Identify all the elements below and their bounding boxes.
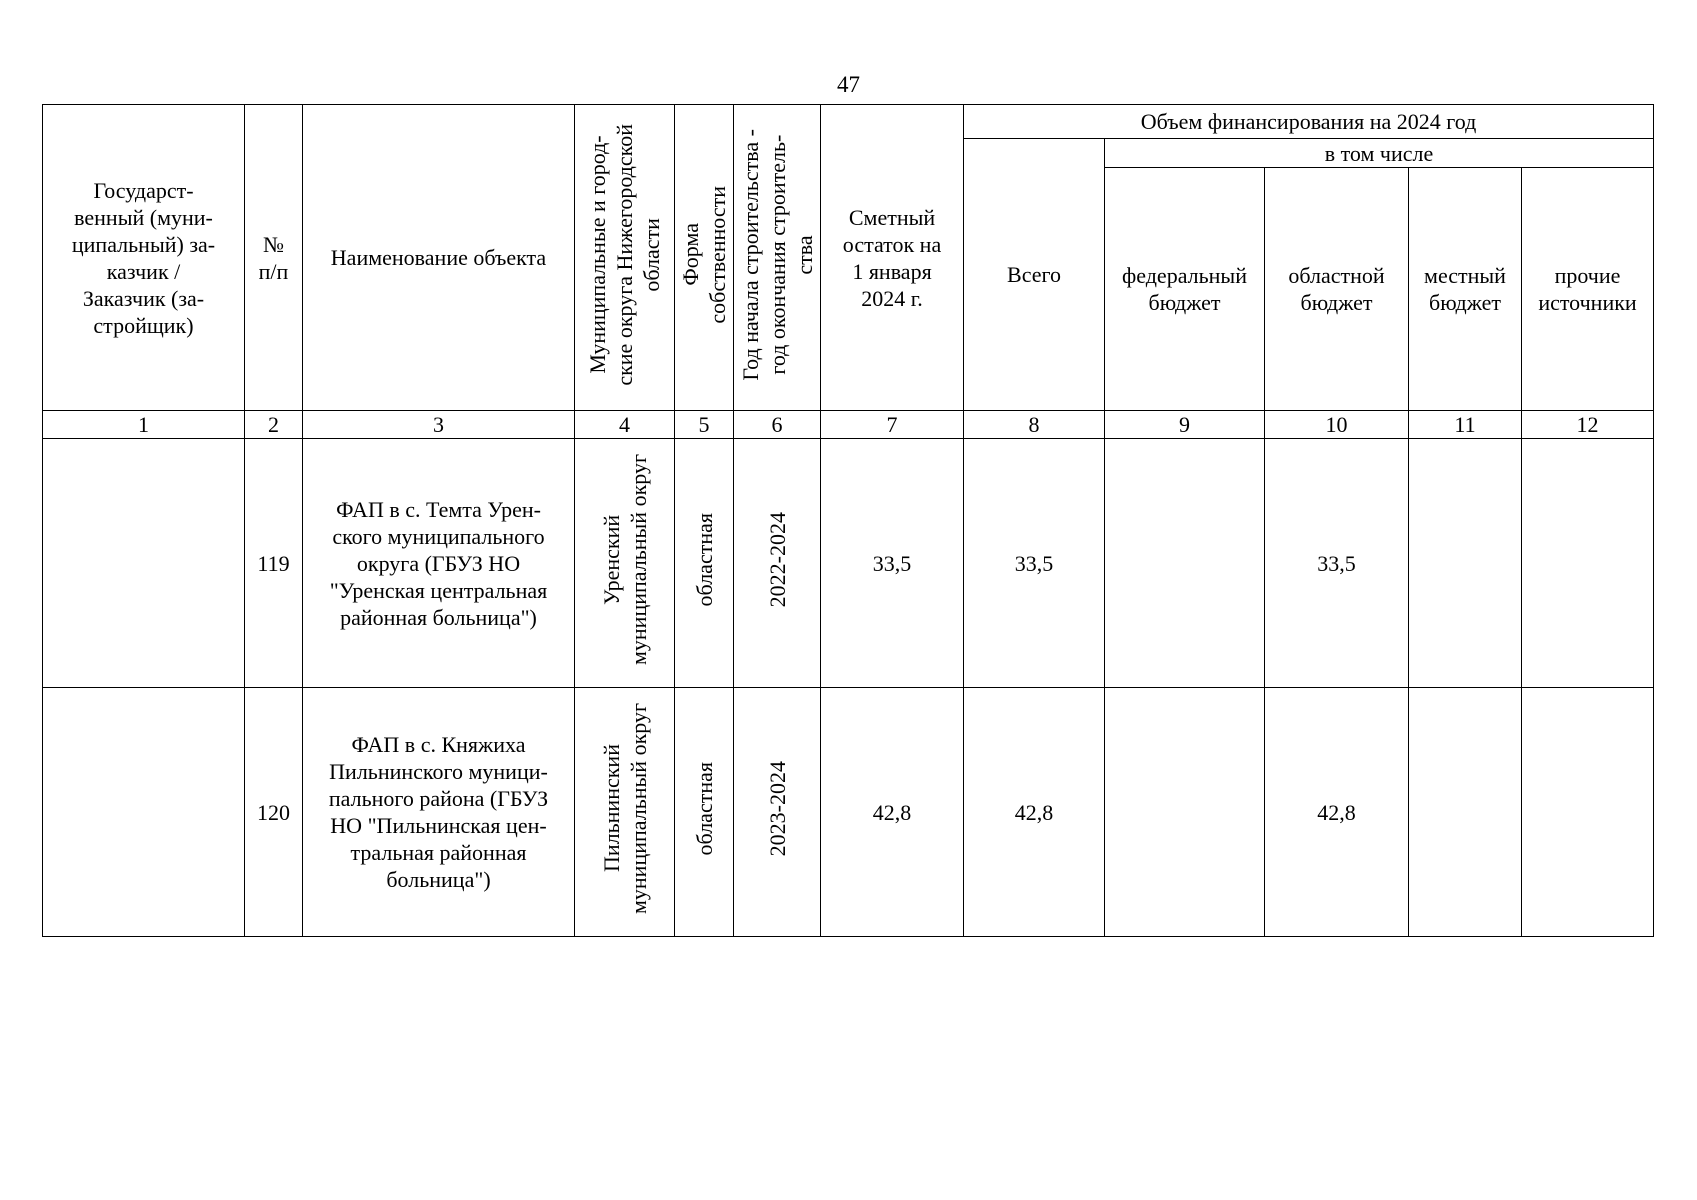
header-federal: федеральный бюджет [1105, 168, 1265, 411]
column-number: 11 [1409, 411, 1522, 439]
financing-table [42, 104, 1654, 937]
cell-customer [43, 688, 245, 937]
cell-regional: 42,8 [1265, 688, 1409, 937]
cell-ownership: областная [675, 439, 734, 688]
cell-local [1409, 439, 1522, 688]
page-number: 47 [837, 72, 860, 97]
header-row [43, 105, 1654, 139]
header-local: местный бюджет [1409, 168, 1522, 411]
column-number: 3 [303, 411, 575, 439]
header-regional: областной бюджет [1265, 168, 1409, 411]
cell-num: 119 [245, 439, 303, 688]
cell-years: 2023-2024 [734, 688, 821, 937]
header-other: прочие источники [1522, 168, 1654, 411]
column-number: 6 [734, 411, 821, 439]
column-number: 7 [821, 411, 964, 439]
header-total: Всего [964, 139, 1105, 411]
header-including: в том числе [1105, 139, 1654, 168]
cell-years: 2022-2024 [734, 439, 821, 688]
cell-other [1522, 439, 1654, 688]
cell-local [1409, 688, 1522, 937]
header-ownership: Форма собственности [675, 105, 734, 411]
header-num: № п/п [245, 105, 303, 411]
cell-federal [1105, 688, 1265, 937]
cell-municipal: Пильнинский муниципальный округ [575, 688, 675, 937]
column-number: 1 [43, 411, 245, 439]
cell-ownership: областная [675, 688, 734, 937]
cell-customer [43, 439, 245, 688]
header-years: Год начала строительства - год окончания строитель- ства [734, 105, 821, 411]
cell-object-name: ФАП в с. Темта Урен- ского муниципального округа (ГБУЗ НО "Уренская центральная районная больница") [303, 439, 575, 688]
cell-object-name: ФАП в с. Княжиха Пильнинского муници- пального района (ГБУЗ НО "Пильнинская цен- тральная районная больница") [303, 688, 575, 937]
cell-municipal: Уренский муниципальный округ [575, 439, 675, 688]
column-number: 2 [245, 411, 303, 439]
header-object-name: Наименование объекта [303, 105, 575, 411]
column-number: 5 [675, 411, 734, 439]
cell-total: 42,8 [964, 688, 1105, 937]
cell-total: 33,5 [964, 439, 1105, 688]
cell-remainder: 42,8 [821, 688, 964, 937]
cell-num: 120 [245, 688, 303, 937]
cell-remainder: 33,5 [821, 439, 964, 688]
column-number: 8 [964, 411, 1105, 439]
table-row [43, 688, 1654, 937]
column-number: 10 [1265, 411, 1409, 439]
table-row [43, 439, 1654, 688]
header-remainder: Сметный остаток на 1 января 2024 г. [821, 105, 964, 411]
cell-regional: 33,5 [1265, 439, 1409, 688]
column-number: 12 [1522, 411, 1654, 439]
cell-federal [1105, 439, 1265, 688]
header-municipal: Муниципальные и город- ские округа Нижегородской области [575, 105, 675, 411]
header-financing: Объем финансирования на 2024 год [964, 105, 1654, 139]
header-customer: Государст- венный (муни- ципальный) за- казчик / Заказчик (за- стройщик) [43, 105, 245, 411]
column-number-row [43, 411, 1654, 439]
cell-other [1522, 688, 1654, 937]
column-number: 4 [575, 411, 675, 439]
column-number: 9 [1105, 411, 1265, 439]
